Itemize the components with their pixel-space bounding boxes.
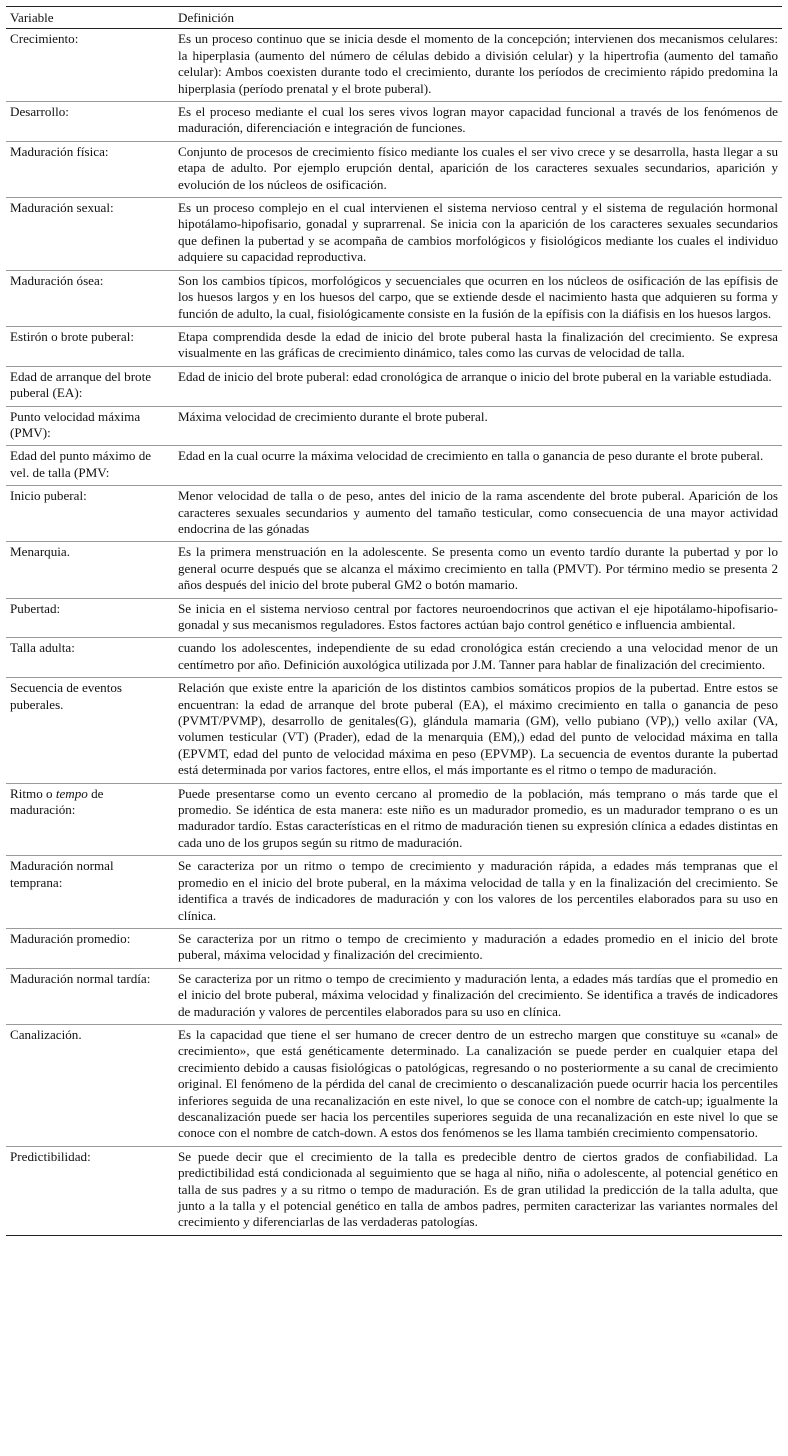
term-cell: Secuencia de eventos puberales.: [6, 678, 174, 783]
term-cell: Talla adulta:: [6, 638, 174, 678]
term-cell: Punto velocidad máxima (PMV):: [6, 406, 174, 446]
table-row: [6, 326, 782, 366]
table-row: [6, 270, 782, 326]
term-cell: Estirón o brote puberal:: [6, 326, 174, 366]
header-definition: Definición: [174, 7, 782, 29]
table-row: [6, 783, 782, 856]
table-row: [6, 29, 782, 102]
term-cell: Inicio puberal:: [6, 486, 174, 542]
term-emphasis: tempo: [55, 785, 88, 801]
term-cell: Menarquia.: [6, 542, 174, 598]
table-row: [6, 542, 782, 598]
term-cell: Maduración ósea:: [6, 270, 174, 326]
definition-cell: Se caracteriza por un ritmo o tempo de crecimiento y maduración rápida, a edades más tempranas que el promedio en el inicio del brote puberal, en la máxima velocidad de talla y en la finalización del crecimiento. Se identifica a través de indicadores de maduración y con los valores de los percentiles elaborados para su uso en clínica.: [174, 856, 782, 929]
term-cell: Maduración promedio:: [6, 928, 174, 968]
definition-cell: Se inicia en el sistema nervioso central por factores neuroendocrinos que activan el eje hipotálamo-hipofisario-gonadal y sus mecanismos reguladores. Estos factores actúan bajo control genético e influencia ambiental.: [174, 598, 782, 638]
definition-cell: Relación que existe entre la aparición de los distintos cambios somáticos propios de la pubertad. Entre estos se encuentran: la edad de arranque del brote puberal (EA), el máximo crecimiento en talla o ganancia de peso (PVMT/PVMP), desarrollo de genitales(G), glándula mamaria (GM), vello pubiano (VP),) vello axilar (VA, volumen testicular (VT) (Prader), edad de la menarquia (EM),) edad del punto de velocidad máxima en talla (EPVMT, edad del punto de velocidad máxima en peso (EPVMP). La secuencia de eventos durante la pubertad está determinada por varios factores, entre ellos, el más importante es el ritmo o tempo de maduración.: [174, 678, 782, 783]
header-variable: Variable: [6, 7, 174, 29]
term-cell: Pubertad:: [6, 598, 174, 638]
definition-cell: Se caracteriza por un ritmo o tempo de crecimiento y maduración lenta, a edades más tardías que el promedio en el inicio del brote puberal, máxima velocidad y finalización del crecimiento. Se identifica a través de indicadores de maduración y valores de percentiles elaborados para su uso en clínica.: [174, 968, 782, 1024]
term-text: de maduración:: [10, 785, 104, 818]
table-header-row: [6, 7, 782, 29]
definitions-table: [6, 6, 782, 1236]
definition-cell: cuando los adolescentes, independiente de su edad cronológica están creciendo a una velocidad menor de un centímetro por año. Definición auxológica utilizada por J.M. Tanner para hablar de finalización del crecimiento.: [174, 638, 782, 678]
definition-cell: Etapa comprendida desde la edad de inicio del brote puberal hasta la finalización del crecimiento. Se expresa visualmente en las gráficas de crecimiento dinámico, tales como las curvas de velocidad de talla.: [174, 326, 782, 366]
definition-cell: Se caracteriza por un ritmo o tempo de crecimiento y maduración a edades promedio en el inicio del brote puberal, máxima velocidad y finalización del crecimiento.: [174, 928, 782, 968]
definition-cell: Puede presentarse como un evento cercano al promedio de la población, más temprano o más tarde que el promedio. Se idéntica de esta manera: este niño es un madurador promedio, es un madurador temprano o es un madurador tardío. Estas características en el ritmo de maduración tienen su expresión clínica a edades distintas en cada uno de los grupos según su ritmo de maduración.: [174, 783, 782, 856]
definitions-document: [6, 6, 782, 1236]
table-row: [6, 968, 782, 1024]
table-row: [6, 856, 782, 929]
table-row: [6, 1024, 782, 1146]
term-cell: Canalización.: [6, 1024, 174, 1146]
definition-cell: Conjunto de procesos de crecimiento físico mediante los cuales el ser vivo crece y se desarrolla, hasta llegar a su etapa de adulto. Por ejemplo erupción dental, aparición de los caracteres sexuales secundarios, aparición y evolución de los núcleos de osificación.: [174, 141, 782, 197]
term-text: Ritmo o: [10, 785, 56, 801]
table-row: [6, 638, 782, 678]
term-cell: Predictibilidad:: [6, 1146, 174, 1235]
definition-cell: Son los cambios típicos, morfológicos y secuenciales que ocurren en los núcleos de osificación de las epífisis de los huesos largos y en los huesos del carpo, que se extiende desde el nacimiento hasta que adquieren su forma y función de adulto, la cual, fisiológicamente consiste en la fusión de la epífisis con la diáfisis en los huesos largos.: [174, 270, 782, 326]
term-cell: Maduración sexual:: [6, 198, 174, 271]
term-cell: Crecimiento:: [6, 29, 174, 102]
term-cell: Maduración normal temprana:: [6, 856, 174, 929]
definition-cell: Es el proceso mediante el cual los seres vivos logran mayor capacidad funcional a través de los fenómenos de maduración, diferenciación e integración de funciones.: [174, 102, 782, 142]
definition-cell: Se puede decir que el crecimiento de la talla es predecible dentro de ciertos grados de confiabilidad. La predictibilidad está condicionada al seguimiento que se haga al niño, niña o adolescente, al potencial genético en talla de sus padres y a su ritmo o tempo de maduración. Es de gran utilidad la predicción de la talla adulta, que junto a la talla y el potencial genético en talla de ambos padres, permiten caracterizar las variantes normales del crecimiento y diferenciarlas de las verdaderas patologías.: [174, 1146, 782, 1235]
term-cell: Desarrollo:: [6, 102, 174, 142]
table-row: [6, 406, 782, 446]
table-row: [6, 486, 782, 542]
definition-cell: Es la primera menstruación en la adolescente. Se presenta como un evento tardío durante la pubertad y por lo general ocurre después que se alcanza el máximo crecimiento en talla (PMVT). Por término medio se presenta 2 años después del inicio del brote puberal GM2 o botón mamario.: [174, 542, 782, 598]
definition-cell: Menor velocidad de talla o de peso, antes del inicio de la rama ascendente del brote puberal. Aparición de los caracteres sexuales secundarios y aumento del tamaño testicular, como consecuencia de una mayor actividad endocrina de las gónadas: [174, 486, 782, 542]
table-row: [6, 198, 782, 271]
term-cell: Maduración normal tardía:: [6, 968, 174, 1024]
table-row: [6, 1146, 782, 1235]
term-cell: [6, 783, 174, 856]
definition-cell: Es la capacidad que tiene el ser humano de crecer dentro de un estrecho margen que constituye su «canal» de crecimiento», que está genéticamente determinado. La canalización se puede perder en cualquier etapa del crecimiento debido a causas fisiológicas o patológicas, regresando o no posteriormente a su canal de crecimiento original. El fenómeno de la pérdida del canal de crecimiento o descanalización puede ocurrir hacia los percentiles inferiores seguida de una recanalización en este nivel, lo que se conoce con el nombre de catch-up; igualmente la descanalización puede ser hacia los percentiles superiores seguida de una recanalización en este nivel lo que se conoce con el nombre de catch-down. A estos dos fenómenos se les llama también crecimiento compensatorio.: [174, 1024, 782, 1146]
definition-cell: Es un proceso continuo que se inicia desde el momento de la concepción; intervienen dos mecanismos celulares: la hiperplasia (aumento del número de células debido a división celular) y la hipertrofia (aumento del tamaño celular): Ambos coexisten durante todo el crecimiento, durante los períodos de crecimiento rápido predomina la hiperplasia (período prenatal y el brote puberal).: [174, 29, 782, 102]
table-row: [6, 102, 782, 142]
table-row: [6, 928, 782, 968]
definition-cell: Máxima velocidad de crecimiento durante el brote puberal.: [174, 406, 782, 446]
definition-cell: Edad de inicio del brote puberal: edad cronológica de arranque o inicio del brote puberal en la variable estudiada.: [174, 366, 782, 406]
table-row: [6, 141, 782, 197]
term-cell: Edad de arranque del brote puberal (EA):: [6, 366, 174, 406]
definition-cell: Es un proceso complejo en el cual intervienen el sistema nervioso central y el sistema de regulación hormonal hipotálamo-hipofisario, gonadal y suprarrenal. Se inicia con la aparición de los caracteres sexuales secundarios que definen la pubertad y se acompaña de cambios morfológicos y fisiológicos mediante los cuales el individuo adquiere su capacidad reproductiva.: [174, 198, 782, 271]
table-row: [6, 366, 782, 406]
table-row: [6, 598, 782, 638]
term-cell: Maduración física:: [6, 141, 174, 197]
table-row: [6, 446, 782, 486]
table-row: [6, 678, 782, 783]
definition-cell: Edad en la cual ocurre la máxima velocidad de crecimiento en talla o ganancia de peso durante el brote puberal.: [174, 446, 782, 486]
term-cell: Edad del punto máximo de vel. de talla (PMV:: [6, 446, 174, 486]
